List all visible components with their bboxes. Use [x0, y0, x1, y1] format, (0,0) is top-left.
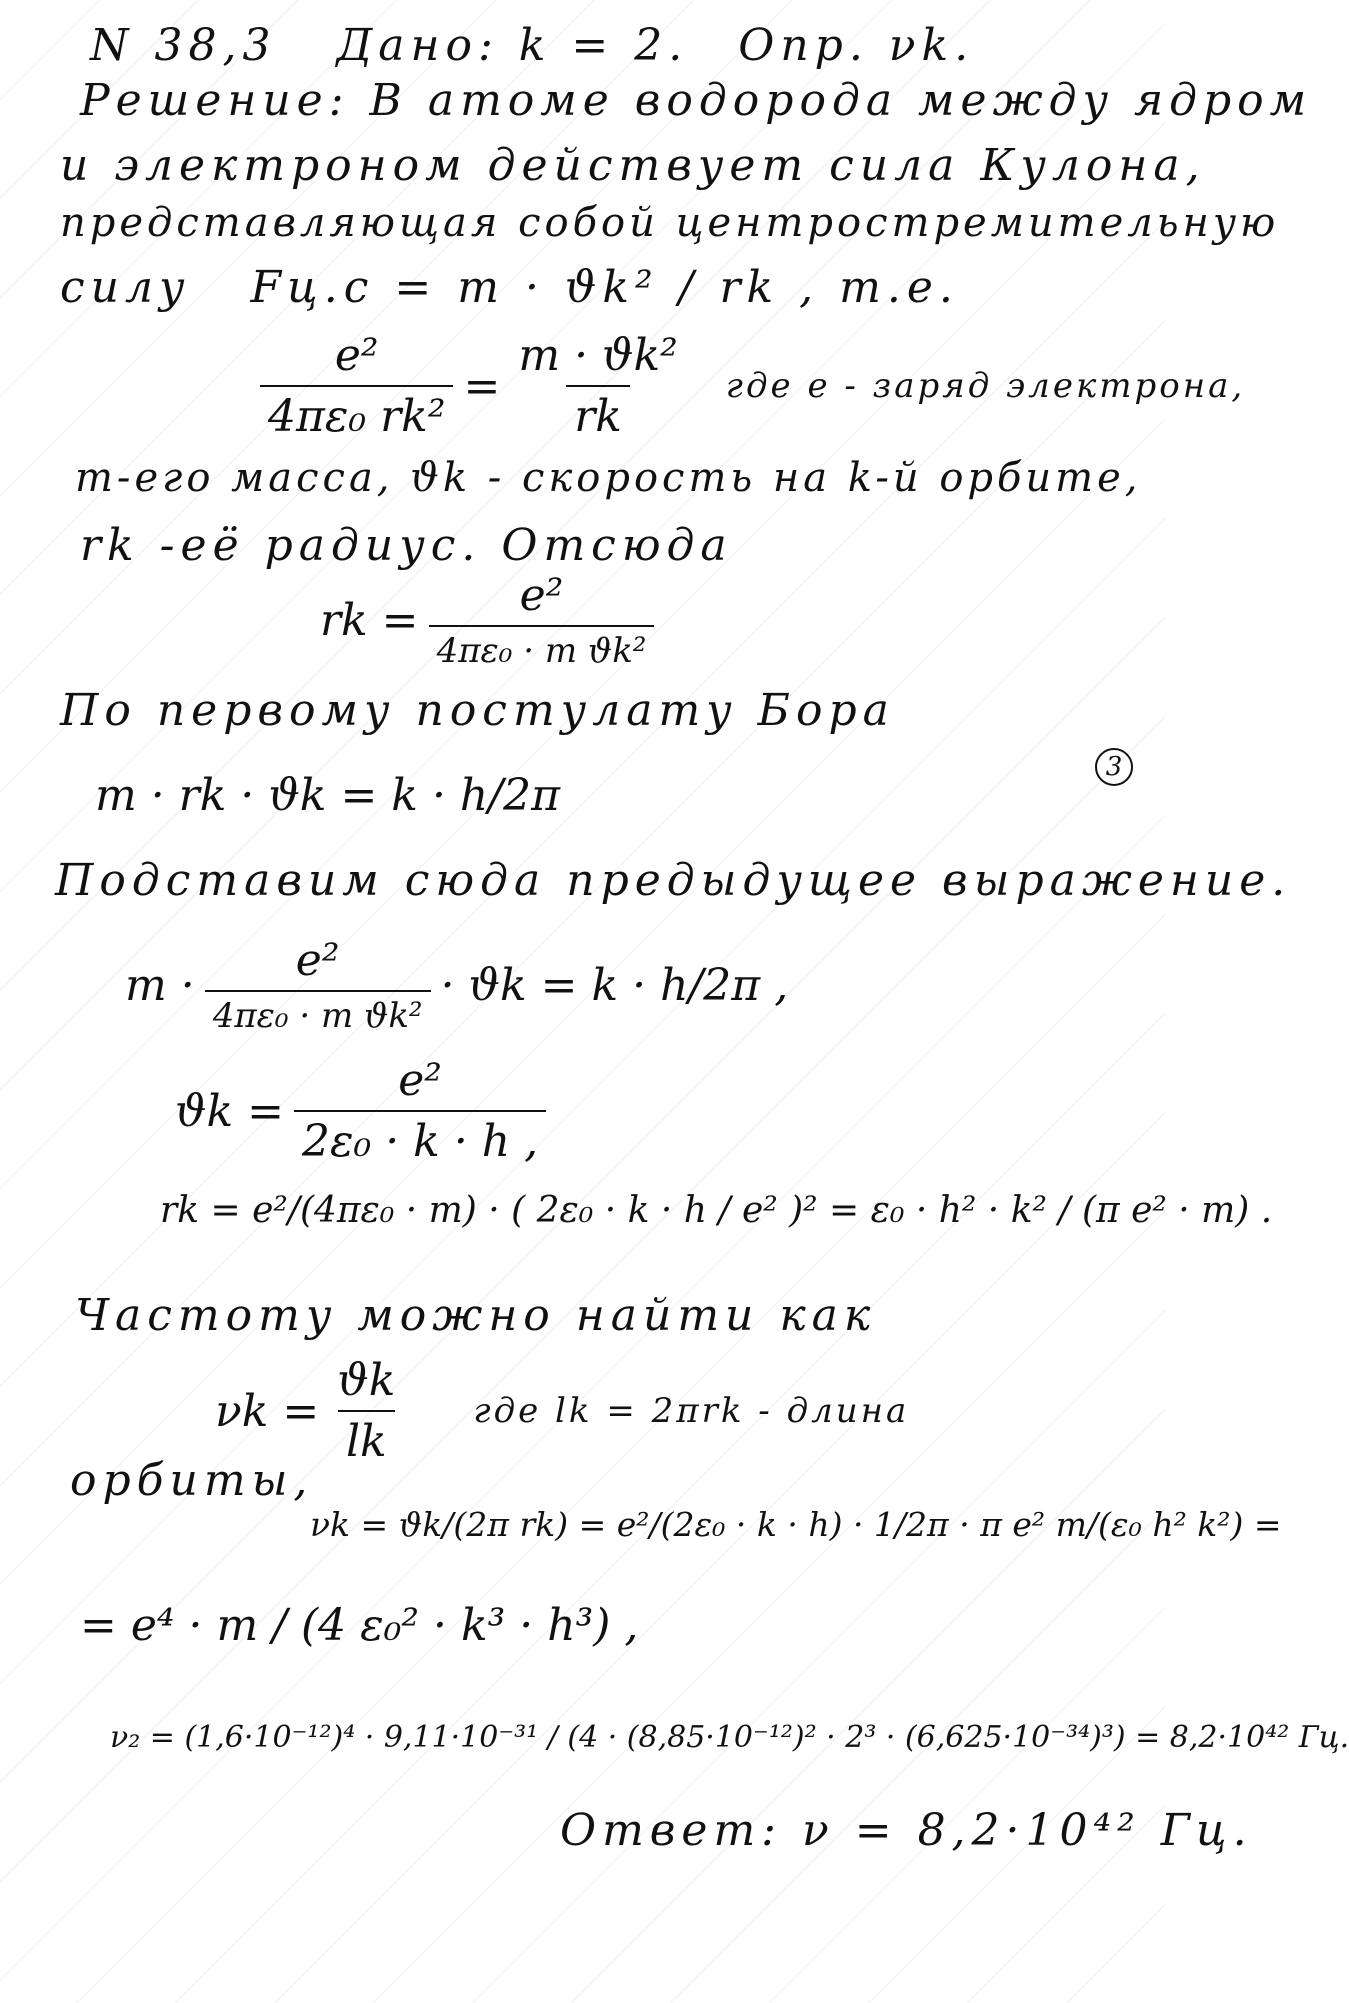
- text-line-2: и электроном действует сила Кулона,: [60, 140, 1206, 191]
- where-electron-charge: где e - заряд электрона,: [725, 366, 1246, 406]
- denominator: 4πε₀ · m ϑk²: [429, 625, 655, 671]
- text-line-3: представляющая собой центростремительную: [60, 200, 1280, 246]
- text-line-9: Частоту можно найти как: [75, 1290, 877, 1341]
- text-line-7: По первому постулату Бора: [60, 685, 895, 736]
- answer: Ответ: ν = 8,2·10⁴² Гц.: [560, 1805, 1253, 1856]
- numerator: e²: [295, 935, 340, 986]
- equation-orbit-radius: rk = e²/(4πε₀ · m) · ( 2ε₀ · k · h / e² )² = ε₀ · h² · k² / (π e² · m) .: [160, 1190, 1273, 1231]
- problem-number: N 38,3: [90, 20, 277, 71]
- numerator: m · ϑk²: [518, 330, 678, 381]
- equation-radius: [320, 570, 664, 671]
- fraction: [510, 330, 685, 442]
- fraction: [294, 1055, 546, 1167]
- fraction: [329, 1355, 403, 1467]
- find: Опр. νk.: [738, 20, 975, 71]
- centripetal-force-formula: Fц.с = m · ϑk² / rk , т.е.: [250, 262, 959, 313]
- text-line-4: [60, 262, 959, 313]
- text-line-5: m-его масса, ϑk - скорость на k-й орбите,: [75, 455, 1142, 501]
- equation-velocity: [175, 1055, 556, 1167]
- text-line-10: орбиты,: [70, 1455, 314, 1506]
- header-line: [90, 20, 974, 71]
- given: Дано: k = 2.: [336, 20, 689, 71]
- equation-frequency: νk = ϑk/(2π rk) = e²/(2ε₀ · k · h) · 1/2π · π e² m/(ε₀ h² k²) =: [310, 1505, 1282, 1544]
- equation-lhs: νk =: [215, 1385, 320, 1437]
- denominator: 4πε₀ rk²: [260, 385, 453, 442]
- equation-numeric: ν₂ = (1,6·10⁻¹²)⁴ · 9,11·10⁻³¹ / (4 · (8,85·10⁻¹²)² · 2³ · (6,625·10⁻³⁴)³) = 8,2·10⁴² Гц.: [110, 1720, 1349, 1755]
- equation-bohr-postulate: m · rk · ϑk = k · h/2π: [95, 770, 560, 821]
- equation-frequency-final: = e⁴ · m / (4 ε₀² · k³ · h³) ,: [80, 1600, 639, 1651]
- equation-tag: 3: [1095, 748, 1133, 786]
- equals-sign: =: [463, 360, 501, 412]
- equation-lhs: ϑk =: [175, 1085, 284, 1137]
- text-line-4-prefix: силу: [60, 262, 191, 313]
- numerator: ϑk: [337, 1355, 396, 1406]
- denominator: 4πε₀ · m ϑk²: [205, 990, 431, 1036]
- equation-substitution: [125, 935, 788, 1036]
- where-orbit-length: где lk = 2πrk - длина: [473, 1391, 910, 1431]
- fraction: [205, 935, 431, 1036]
- equation-rhs: · ϑk = k · h/2π ,: [440, 960, 789, 1011]
- denominator: lk: [338, 1410, 395, 1467]
- equation-lhs: m ·: [125, 960, 195, 1011]
- fraction: [260, 330, 453, 442]
- numerator: e²: [398, 1055, 442, 1106]
- denominator: rk: [566, 385, 630, 442]
- fraction: [429, 570, 655, 671]
- denominator: 2ε₀ · k · h ,: [294, 1110, 546, 1167]
- equation-lhs: rk =: [320, 595, 419, 646]
- text-line-8: Подставим сюда предыдущее выражение.: [55, 855, 1292, 906]
- text-line-6: rk -её радиус. Отсюда: [80, 520, 733, 571]
- text-line-1: Решение: В атоме водорода между ядром: [80, 75, 1313, 126]
- numerator: e²: [334, 330, 379, 381]
- equation-frequency-def: [215, 1355, 909, 1467]
- equation-coulomb: [250, 330, 1245, 442]
- numerator: e²: [519, 570, 564, 621]
